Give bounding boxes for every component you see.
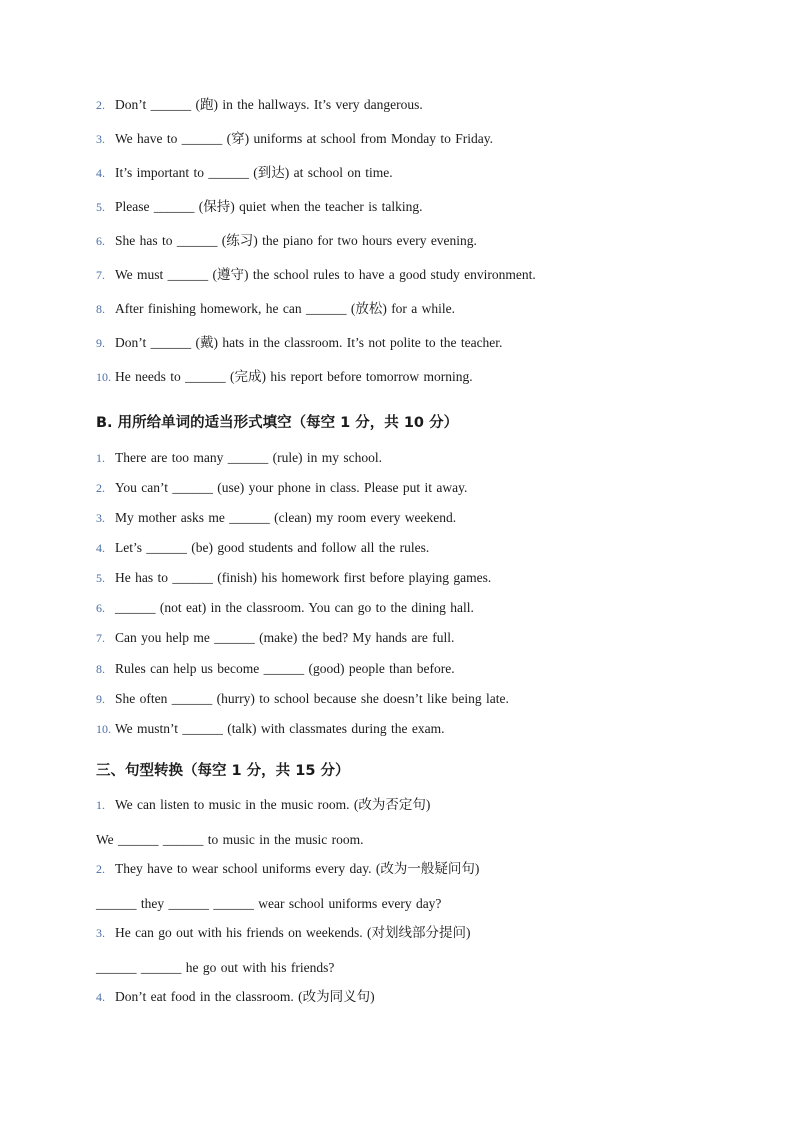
item-number: 8. <box>96 662 105 676</box>
part-b-item-2 <box>96 479 467 497</box>
item-text: You can’t ______ (use) your phone in class. Please put it away. <box>115 480 468 495</box>
item-text: We can listen to music in the music room. (改为否定句) <box>115 797 431 812</box>
part-b-item-5 <box>96 569 491 587</box>
item-text: He can go out with his friends on weekends. (对划线部分提问) <box>115 925 471 940</box>
item-text: Don’t ______ (跑) in the hallways. It’s very dangerous. <box>115 97 423 112</box>
section-b-heading: B. 用所给单词的适当形式填空（每空 1 分，共 10 分） <box>96 415 459 431</box>
item-number: 3. <box>96 511 105 525</box>
part-b-item-7 <box>96 629 454 647</box>
item-text: After finishing homework, he can ______ (放松) for a while. <box>115 301 456 316</box>
part-b-item-6 <box>96 599 474 617</box>
item-text: There are too many ______ (rule) in my school. <box>115 450 383 465</box>
item-text: Rules can help us become ______ (good) people than before. <box>115 661 455 676</box>
item-text: It’s important to ______ (到达) at school on time. <box>115 165 393 180</box>
item-text: My mother asks me ______ (clean) my room every weekend. <box>115 510 457 525</box>
part-b-item-8 <box>96 660 455 678</box>
item-number: 8. <box>96 302 105 316</box>
item-text: Can you help me ______ (make) the bed? My hands are full. <box>115 630 455 645</box>
part-a-item-2 <box>96 96 423 114</box>
item-text: We mustn’t ______ (talk) with classmates during the exam. <box>115 721 445 736</box>
item-number: 9. <box>96 336 105 350</box>
part-a-item-8 <box>96 300 455 318</box>
part-c-answer-2: ______ they ______ ______ wear school uniforms every day? <box>96 896 442 911</box>
item-text: ______ (not eat) in the classroom. You can go to the dining hall. <box>115 600 474 615</box>
item-number: 2. <box>96 98 105 112</box>
part-a-item-3 <box>96 130 493 148</box>
item-number: 4. <box>96 166 105 180</box>
item-number: 10. <box>96 722 111 736</box>
item-number: 5. <box>96 200 105 214</box>
part-a-item-10 <box>96 368 473 386</box>
part-a-item-6 <box>96 232 477 250</box>
item-number: 10. <box>96 370 111 384</box>
item-number: 7. <box>96 631 105 645</box>
item-number: 1. <box>96 451 105 465</box>
item-text: She has to ______ (练习) the piano for two hours every evening. <box>115 233 477 248</box>
item-text: He has to ______ (finish) his homework first before playing games. <box>115 570 492 585</box>
part-b-item-4 <box>96 539 429 557</box>
item-number: 3. <box>96 926 105 940</box>
item-text: He needs to ______ (完成) his report before tomorrow morning. <box>115 369 473 384</box>
section-c-heading: 三、句型转换（每空 1 分，共 15 分） <box>96 763 350 779</box>
item-number: 6. <box>96 234 105 248</box>
part-c-answer-3: ______ ______ he go out with his friends? <box>96 960 335 975</box>
part-b-item-9 <box>96 690 509 708</box>
part-b-item-1 <box>96 449 382 467</box>
part-b-item-3 <box>96 509 456 527</box>
item-text: We have to ______ (穿) uniforms at school from Monday to Friday. <box>115 131 493 146</box>
part-c-item-1 <box>96 796 430 814</box>
part-c-answer-1: We ______ ______ to music in the music room. <box>96 832 364 847</box>
item-number: 4. <box>96 541 105 555</box>
item-text: Don’t eat food in the classroom. (改为同义句) <box>115 989 375 1004</box>
item-text: Let’s ______ (be) good students and follow all the rules. <box>115 540 430 555</box>
item-number: 2. <box>96 862 105 876</box>
item-number: 1. <box>96 798 105 812</box>
part-a-item-7 <box>96 266 536 284</box>
item-text: They have to wear school uniforms every day. (改为一般疑问句) <box>115 861 480 876</box>
item-text: She often ______ (hurry) to school because she doesn’t like being late. <box>115 691 509 706</box>
part-a-item-5 <box>96 198 423 216</box>
item-text: We must ______ (遵守) the school rules to have a good study environment. <box>115 267 536 282</box>
part-c-item-2 <box>96 860 479 878</box>
item-number: 4. <box>96 990 105 1004</box>
part-a-item-9 <box>96 334 502 352</box>
item-number: 2. <box>96 481 105 495</box>
item-text: Please ______ (保持) quiet when the teacher is talking. <box>115 199 423 214</box>
item-text: Don’t ______ (戴) hats in the classroom. It’s not polite to the teacher. <box>115 335 503 350</box>
item-number: 3. <box>96 132 105 146</box>
item-number: 9. <box>96 692 105 706</box>
part-c-item-3 <box>96 924 470 942</box>
item-number: 6. <box>96 601 105 615</box>
part-b-item-10 <box>96 720 444 738</box>
item-number: 5. <box>96 571 105 585</box>
item-number: 7. <box>96 268 105 282</box>
part-c-item-4 <box>96 988 375 1006</box>
part-a-item-4 <box>96 164 393 182</box>
